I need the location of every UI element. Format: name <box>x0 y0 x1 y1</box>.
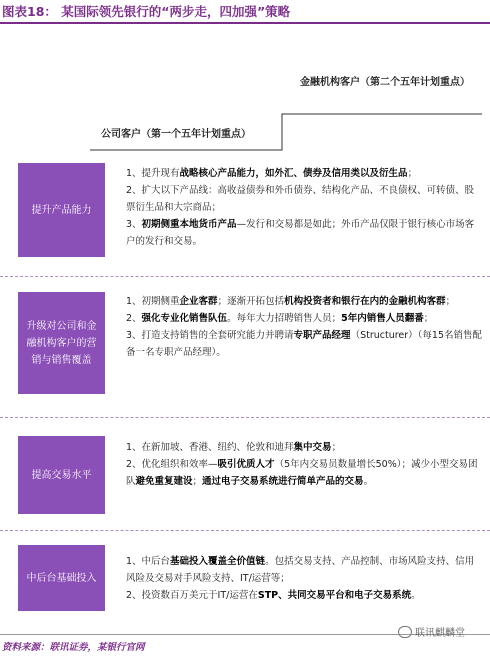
section-box-product <box>18 163 105 257</box>
emphasis-text: STP、共同交易平台和电子交易系统 <box>257 590 412 601</box>
section-divider <box>0 417 490 418</box>
section-desc-marketing <box>126 293 482 361</box>
emphasis-text: 战略核心产品能力，如外汇、债券及信用类以及衍生品 <box>179 168 408 179</box>
section-label: 提高交易水平 <box>31 469 92 481</box>
section-label: 升级对公司和金融机构客户的营销与销售覆盖 <box>26 320 97 366</box>
section-box-trading <box>18 436 105 514</box>
desc-text: ； <box>445 296 456 307</box>
desc-line <box>126 456 482 490</box>
desc-text: （Structurer）（每15名销售配备一名专职产品经理）。 <box>126 330 482 358</box>
desc-line <box>126 553 482 587</box>
section-box-marketing <box>18 292 105 394</box>
desc-text: 1、提升现有 <box>126 168 180 179</box>
section-box-backoffice <box>18 545 105 611</box>
section-desc-backoffice <box>126 553 482 604</box>
desc-text: 。 <box>363 476 374 487</box>
step-label-second: 金融机构客户（第二个五年计划重点） <box>300 77 470 88</box>
emphasis-text: 集中交易 <box>293 442 332 453</box>
desc-text: 1、在新加坡、香港、纽约、伦敦和迪拜 <box>126 442 294 453</box>
emphasis-text: 基础投入覆盖全价值链 <box>170 556 266 567</box>
section-divider <box>0 530 490 531</box>
watermark <box>398 624 465 639</box>
desc-text: —发行和交易都是如此；外币产品仅限于银行核心市场客户的发行和交易。 <box>126 219 475 247</box>
source-note: 资料来源：联讯证券，某银行官网 <box>2 642 145 653</box>
desc-text: 。包括交易支持、产品控制、市场风险支持、信用风险及交易对手风险支持、IT/运营等； <box>126 556 475 584</box>
emphasis-text: 企业客群 <box>179 296 218 307</box>
section-label: 中后台基础投入 <box>26 572 97 584</box>
emphasis-text: 初期侧重本地货币产品 <box>141 219 237 230</box>
emphasis-text: 5年内销售人员翻番 <box>341 313 424 324</box>
desc-text: 2、投资数百万美元于IT/运营在 <box>126 590 258 601</box>
desc-text: 1、中后台 <box>126 556 171 567</box>
emphasis-text: 机构投资者和银行在内的金融机构客群 <box>284 296 446 307</box>
emphasis-text: 避免重复建设 <box>135 476 193 487</box>
emphasis-text: 吸引优质人才 <box>217 459 275 470</box>
desc-text: 2、优化组织和效率— <box>126 459 218 470</box>
step-label-first: 公司客户（第一个五年计划重点） <box>101 129 251 140</box>
desc-text: （5年内交易员数量增长50%）；减少小型交易团队 <box>126 459 478 487</box>
emphasis-text: 专职产品经理 <box>293 330 351 341</box>
emphasis-text: 强化专业化销售队伍 <box>141 313 228 324</box>
desc-text: 2、 <box>126 313 142 324</box>
desc-text: 3、 <box>126 219 142 230</box>
desc-line <box>126 182 482 216</box>
desc-text: ； <box>331 442 342 453</box>
section-divider <box>0 276 490 277</box>
desc-line <box>126 439 482 456</box>
wechat-icon <box>398 626 412 638</box>
desc-line <box>126 165 482 182</box>
section-desc-trading <box>126 439 482 490</box>
emphasis-text: 通过电子交易系统进行简单产品的交易 <box>202 476 364 487</box>
desc-line <box>126 293 482 310</box>
figure-title: 图表18： 某国际领先银行的“两步走，四加强”策略 <box>2 4 291 19</box>
desc-text: 。每年大力招聘销售人员； <box>227 313 342 324</box>
desc-text: 。 <box>411 590 421 601</box>
desc-text: 2、扩大以下产品线：高收益债券和外币债券、结构化产品、不良债权、可转债、股票衍生品和大宗商品； <box>126 185 475 213</box>
desc-text: ； <box>407 168 418 179</box>
desc-line <box>126 216 482 250</box>
desc-line <box>126 310 482 327</box>
desc-text: ； <box>423 313 434 324</box>
section-label: 提升产品能力 <box>31 204 92 216</box>
desc-line <box>126 587 482 604</box>
desc-text: ； <box>192 476 203 487</box>
desc-line <box>126 327 482 361</box>
desc-text: ；逐渐开拓包括 <box>217 296 285 307</box>
desc-text: 3、打造支持销售的全套研究能力并聘请 <box>126 330 294 341</box>
section-desc-product <box>126 165 482 250</box>
watermark-text: 联讯麒麟堂 <box>415 628 465 639</box>
desc-text: 1、初期侧重 <box>126 296 180 307</box>
